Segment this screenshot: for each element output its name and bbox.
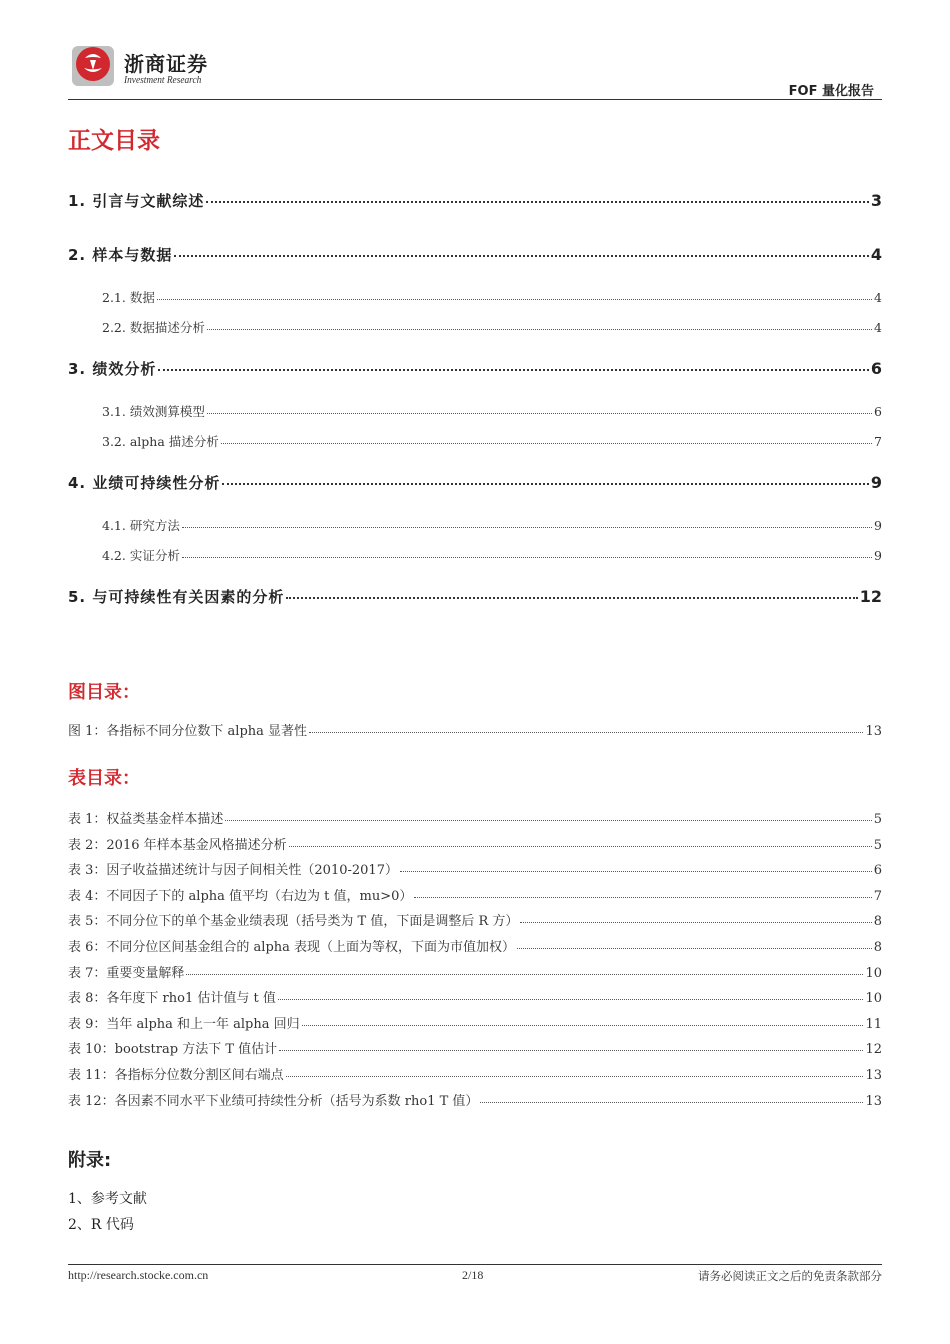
table-entry-label: 表 12：各因素不同水平下业绩可持续性分析（括号为系数 rho1 T 值） — [68, 1093, 479, 1109]
leader-dots — [302, 1025, 864, 1026]
leader-dots — [289, 846, 872, 847]
table-list-title: 表目录： — [68, 768, 140, 789]
table-entry-page: 10 — [865, 965, 882, 981]
toc-entry-label: 2.1. 数据 — [102, 290, 155, 305]
toc-entry-1[interactable] — [68, 190, 882, 211]
toc-entry-page: 9 — [874, 548, 882, 563]
table-entry[interactable] — [68, 1064, 882, 1083]
table-entry-label: 表 8：各年度下 rho1 估计值与 t 值 — [68, 991, 276, 1007]
toc-entry-3[interactable] — [68, 358, 882, 379]
toc-entry-page: 6 — [870, 359, 882, 378]
toc-entry-label: 4. 业绩可持续性分析 — [68, 474, 221, 492]
table-entry[interactable] — [68, 808, 882, 827]
table-entry-page: 8 — [873, 914, 882, 930]
toc-entry-page: 9 — [870, 473, 882, 492]
toc-entry-label: 2.2. 数据描述分析 — [102, 320, 205, 335]
leader-dots — [480, 1102, 863, 1103]
figure-list-title: 图目录： — [68, 682, 140, 703]
table-entry-page: 13 — [865, 1068, 882, 1083]
leader-dots — [174, 255, 869, 257]
table-entry[interactable] — [68, 962, 882, 981]
toc-entry-page: 3 — [870, 191, 882, 210]
leader-dots — [222, 483, 869, 485]
leader-dots — [520, 922, 871, 923]
toc-entry-3-2[interactable] — [102, 432, 882, 450]
leader-dots — [182, 527, 872, 528]
appendix-item-r-code[interactable]: 2、R 代码 — [68, 1217, 134, 1233]
toc-entry-4-2[interactable] — [102, 546, 882, 564]
table-entry[interactable] — [68, 834, 882, 853]
toc-entry-2[interactable] — [68, 244, 882, 265]
table-entry[interactable] — [68, 987, 882, 1006]
appendix-item-references[interactable]: 1、参考文献 — [68, 1191, 147, 1207]
table-entry-page: 8 — [873, 940, 882, 955]
leader-dots — [157, 299, 872, 300]
table-entry[interactable] — [68, 1090, 882, 1109]
leader-dots — [400, 871, 872, 872]
footer-disclaimer: 请务必阅读正文之后的免责条款部分 — [698, 1269, 882, 1283]
table-entry-label: 表 2：2016 年样本基金风格描述分析 — [68, 837, 287, 853]
table-entry-label: 表 7：重要变量解释 — [68, 965, 185, 981]
toc-entry-label: 4.2. 实证分析 — [102, 548, 180, 563]
report-type: FOF 量化报告 — [788, 84, 874, 99]
toc-entry-page: 4 — [874, 320, 882, 335]
leader-dots — [278, 999, 864, 1000]
toc-entry-page: 6 — [874, 404, 882, 419]
toc-title: 正文目录 — [68, 128, 160, 154]
page-header — [68, 40, 882, 100]
table-entry-page: 5 — [873, 837, 882, 853]
table-entry[interactable] — [68, 910, 882, 929]
page-number: 2/18 — [462, 1268, 484, 1282]
table-entry-page: 5 — [873, 812, 882, 827]
table-entry-label: 表 9：当年 alpha 和上一年 alpha 回归 — [68, 1016, 300, 1032]
table-entry[interactable] — [68, 885, 882, 904]
toc-entry-label: 1. 引言与文献综述 — [68, 192, 205, 210]
toc-entry-label: 3.1. 绩效测算模型 — [102, 404, 205, 419]
leader-dots — [517, 948, 872, 949]
appendix-title: 附录: — [68, 1150, 112, 1171]
footer-divider — [68, 1264, 882, 1265]
table-entry-label: 表 10：bootstrap 方法下 T 值估计 — [68, 1042, 278, 1058]
leader-dots — [207, 413, 872, 414]
table-entry-label: 表 6：不同分位区间基金组合的 alpha 表现（上面为等权，下面为市值加权） — [68, 940, 516, 955]
table-entry-label: 表 5：不同分位下的单个基金业绩表现（括号类为 T 值，下面是调整后 R 方） — [68, 914, 519, 930]
table-entry-page: 13 — [865, 1093, 882, 1109]
figure-entry[interactable] — [68, 720, 882, 739]
table-entry[interactable] — [68, 936, 882, 955]
toc-entry-2-2[interactable] — [102, 318, 882, 336]
toc-entry-5[interactable] — [68, 586, 882, 607]
toc-entry-page: 12 — [859, 587, 882, 606]
toc-entry-page: 9 — [874, 518, 882, 533]
toc-entry-3-1[interactable] — [102, 402, 882, 420]
toc-entry-4-1[interactable] — [102, 516, 882, 534]
table-entry[interactable] — [68, 1038, 882, 1057]
figure-entry-page: 13 — [865, 724, 882, 739]
table-entry[interactable] — [68, 1013, 882, 1032]
toc-entry-page: 7 — [874, 434, 882, 449]
table-entry-page: 7 — [873, 888, 882, 904]
table-entry[interactable] — [68, 859, 882, 878]
toc-entry-page: 4 — [870, 245, 882, 264]
footer-url[interactable]: http://research.stocke.com.cn — [68, 1268, 209, 1282]
figure-entry-label: 图 1：各指标不同分位数下 alpha 显著性 — [68, 724, 308, 739]
table-entry-label: 表 4：不同因子下的 alpha 值平均（右边为 t 值，mu>0） — [68, 888, 413, 904]
toc-entry-label: 5. 与可持续性有关因素的分析 — [68, 588, 285, 606]
header-divider — [68, 99, 882, 100]
table-entry-label: 表 3：因子收益描述统计与因子间相关性（2010-2017） — [68, 863, 398, 879]
leader-dots — [309, 732, 863, 733]
toc-entry-4[interactable] — [68, 472, 882, 493]
leader-dots — [286, 1076, 864, 1077]
leader-dots — [207, 329, 872, 330]
table-entry-page: 12 — [865, 1042, 882, 1058]
leader-dots — [186, 974, 863, 975]
table-entry-page: 6 — [873, 863, 882, 879]
leader-dots — [206, 201, 869, 203]
leader-dots — [225, 820, 871, 821]
table-entry-page: 10 — [865, 991, 882, 1007]
brand-name-en: Investment Research — [124, 74, 202, 86]
table-entry-label: 表 1：权益类基金样本描述 — [68, 812, 224, 827]
toc-entry-2-1[interactable] — [102, 288, 882, 306]
toc-entry-label: 3.2. alpha 描述分析 — [102, 434, 219, 449]
toc-entry-label: 4.1. 研究方法 — [102, 518, 180, 533]
leader-dots — [182, 557, 872, 558]
brand-name-cn: 浙商证券 — [124, 52, 208, 76]
company-logo-icon — [68, 40, 118, 92]
leader-dots — [279, 1050, 863, 1051]
leader-dots — [286, 597, 857, 599]
toc-entry-page: 4 — [874, 290, 882, 305]
table-entry-page: 11 — [865, 1016, 882, 1032]
table-entry-label: 表 11：各指标分位数分割区间右端点 — [68, 1068, 284, 1083]
toc-entry-label: 2. 样本与数据 — [68, 246, 173, 264]
toc-entry-label: 3. 绩效分析 — [68, 360, 157, 378]
leader-dots — [221, 443, 872, 444]
leader-dots — [158, 369, 869, 371]
leader-dots — [414, 897, 871, 898]
